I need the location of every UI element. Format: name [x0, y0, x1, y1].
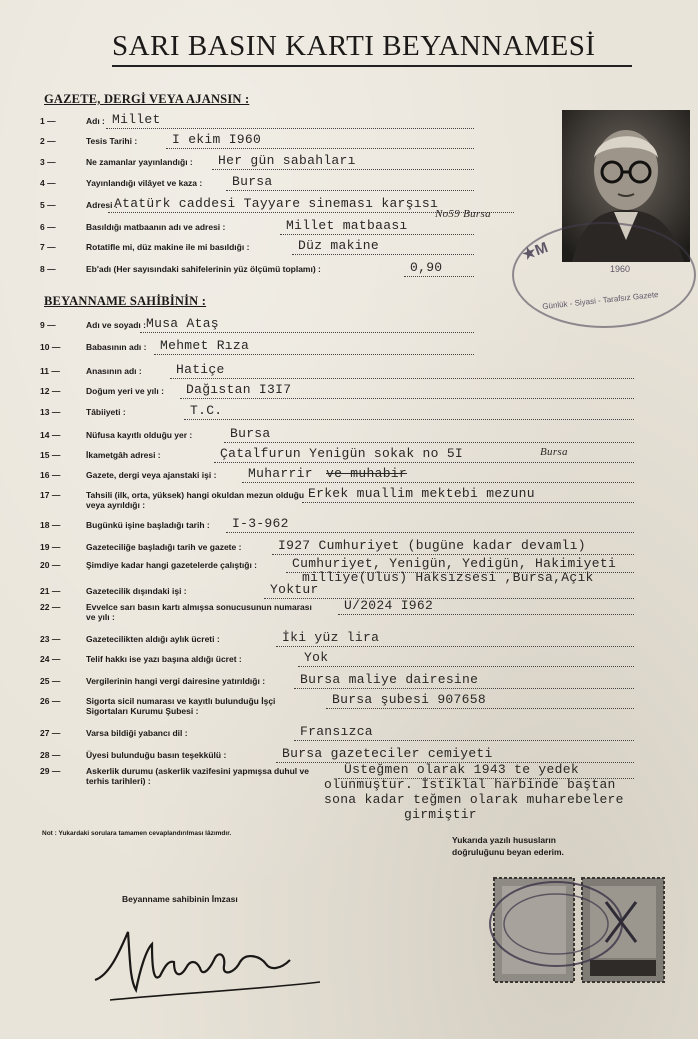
field-label: Vergilerinin hangi vergi dairesine yatırıldığı :: [86, 676, 266, 686]
field-value: Bursa: [232, 174, 273, 189]
section-heading-sahip: BEYANNAME SAHİBİNİN :: [44, 294, 207, 308]
field-dotted-line: [298, 666, 634, 667]
field-value-extra: girmiştir: [404, 807, 477, 822]
field-number: 13 —: [40, 407, 61, 417]
field-row-22: [40, 600, 690, 620]
field-value: Erkek muallim mektebi mezunu: [308, 486, 535, 501]
field-number: 17 —: [40, 490, 61, 500]
field-row-23: [40, 632, 690, 652]
field-value: Millet matbaası: [286, 218, 408, 233]
field-dotted-line: [294, 688, 634, 689]
field-label: Doğum yeri ve yılı :: [86, 386, 164, 396]
field-value: Üsteğmen olarak 1943 te yedek: [344, 762, 579, 777]
field-label: Tesis Tarihi :: [86, 136, 138, 146]
field-label: Şimdiye kadar hangi gazetelerde çalıştığı :: [86, 560, 258, 570]
photo-seal-stamp: ★M 1960 Günlük - Siyasi - Tarafsız Gazete: [512, 222, 696, 328]
footnote: Not : Yukardaki sorulara tamamen cevaplandırılması lâzımdır.: [42, 830, 232, 837]
field-value: Atatürk caddesi Tayyare sineması karşısı: [114, 196, 439, 211]
field-dotted-line: [294, 740, 634, 741]
field-row-17: [40, 488, 690, 508]
field-number: 28 —: [40, 750, 61, 760]
field-value-extra: milliye(Ulus) Haksızsesi ,Bursa,Açık: [302, 570, 594, 585]
field-dotted-line: [404, 276, 474, 277]
field-value: I-3-962: [232, 516, 289, 531]
field-label: Üyesi bulunduğu basın teşekkülü :: [86, 750, 227, 760]
field-label: Nüfusa kayıtlı olduğu yer :: [86, 430, 193, 440]
field-dotted-line: [224, 442, 634, 443]
field-label: Adı :: [86, 116, 105, 126]
field-dotted-line: [166, 148, 474, 149]
field-row-29: [40, 762, 690, 822]
field-dotted-line: [264, 598, 634, 599]
field-label: Telif hakkı ise yazı başına aldığı ücret :: [86, 654, 242, 664]
field-value: Bursa şubesi 907658: [332, 692, 486, 707]
field-number: 15 —: [40, 450, 61, 460]
field-dotted-line: [106, 128, 474, 129]
field-label: Gazetecilik dışındaki işi :: [86, 586, 187, 596]
field-value: Düz makine: [298, 238, 380, 253]
field-value: Cumhuriyet, Yenigün, Yedigün, Hakimiyeti: [292, 556, 617, 571]
field-label: Babasının adı :: [86, 342, 147, 352]
field-dotted-line: [170, 378, 634, 379]
field-number: 22 —: [40, 602, 61, 612]
field-row-16: [40, 468, 690, 488]
field-value: Muharrir: [248, 466, 313, 481]
field-value: Bursa gazeteciler cemiyeti: [282, 746, 493, 761]
field-number: 12 —: [40, 386, 61, 396]
field-number: 21 —: [40, 586, 61, 596]
field-number: 16 —: [40, 470, 61, 480]
field-number: 25 —: [40, 676, 61, 686]
field-number: 8 —: [40, 264, 56, 274]
field-row-14: [40, 428, 690, 448]
field-number: 26 —: [40, 696, 61, 706]
field-value-extra: No59 Bursa: [435, 208, 491, 220]
field-dotted-line: [292, 254, 474, 255]
field-value: Yok: [304, 650, 329, 665]
field-label: Eb'adı (Her sayısındaki sahifelerinin yüz ölçümü toplamı) :: [86, 264, 321, 274]
field-label: Adı ve soyadı :: [86, 320, 146, 330]
field-row-15: [40, 448, 690, 468]
field-label: Varsa bildiği yabancı dil :: [86, 728, 188, 738]
field-label: Tâbiiyeti :: [86, 407, 126, 417]
field-number: 1 —: [40, 116, 56, 126]
section-heading-gazete: GAZETE, DERGİ VEYA AJANSIN :: [44, 92, 250, 106]
field-number: 19 —: [40, 542, 61, 552]
field-label: Adresi :: [86, 200, 118, 210]
field-number: 24 —: [40, 654, 61, 664]
field-label: Ne zamanlar yayınlandığı :: [86, 157, 193, 167]
field-row-26: [40, 694, 690, 714]
field-number: 2 —: [40, 136, 56, 146]
field-label: Gazete, dergi veya ajanstaki işi :: [86, 470, 217, 480]
signature-label: Beyanname sahibinin İmzası: [122, 894, 238, 904]
field-number: 29 —: [40, 766, 61, 776]
field-row-10: [40, 340, 690, 360]
field-label: Askerlik durumu (askerlik vazifesini yapmışsa duhul ve terhis tarihleri) :: [86, 766, 309, 786]
field-dotted-line: [326, 708, 634, 709]
revenue-stamps: [486, 872, 672, 990]
field-value-extra: olunmuştur. İstiklal harbinde baştan: [324, 777, 616, 792]
field-row-13: [40, 405, 690, 425]
field-dotted-line: [280, 234, 474, 235]
field-value-extra: sona kadar teğmen olarak muharebelere: [324, 792, 624, 807]
field-number: 10 —: [40, 342, 61, 352]
field-value: Dağıstan I3I7: [186, 382, 292, 397]
field-number: 11 —: [40, 366, 60, 376]
field-number: 14 —: [40, 430, 61, 440]
field-label: Gazetecilikten aldığı aylık ücreti :: [86, 634, 220, 644]
field-value: I ekim I960: [172, 132, 262, 147]
declaration-text: [452, 834, 602, 858]
field-number: 7 —: [40, 242, 56, 252]
field-value: Her gün sabahları: [218, 153, 356, 168]
field-number: 6 —: [40, 222, 56, 232]
field-value: Yoktur: [270, 582, 319, 597]
field-dotted-line: [242, 482, 634, 483]
field-number: 3 —: [40, 157, 56, 167]
field-dotted-line: [180, 398, 634, 399]
field-value: U/2024 I962: [344, 598, 434, 613]
field-row-27: [40, 726, 690, 746]
field-label: Yayınlandığı vilâyet ve kaza :: [86, 178, 203, 188]
field-dotted-line: [154, 354, 474, 355]
field-dotted-line: [214, 462, 634, 463]
field-label: Basıldığı matbaanın adı ve adresi :: [86, 222, 226, 232]
field-value: T.C.: [190, 403, 223, 418]
page-title: SARI BASIN KARTI BEYANNAMESİ: [112, 30, 632, 67]
field-dotted-line: [212, 169, 474, 170]
field-dotted-line: [302, 502, 634, 503]
field-value-extra: ve muhabir: [326, 466, 408, 481]
field-label: Rotatifle mi, düz makine ile mi basıldığı :: [86, 242, 250, 252]
field-number: 9 —: [40, 320, 56, 330]
field-number: 18 —: [40, 520, 61, 530]
field-label: Gazeteciliğe başladığı tarih ve gazete :: [86, 542, 242, 552]
field-number: 5 —: [40, 200, 56, 210]
field-value: I927 Cumhuriyet (bugüne kadar devamlı): [278, 538, 586, 553]
field-value: Çatalfurun Yenigün sokak no 5I: [220, 446, 464, 461]
field-label: Evvelce sarı basın kartı almışsa sonucusunun numarası ve yılı :: [86, 602, 312, 622]
field-label: Sigorta sicil numarası ve kayıtlı bulunduğu İşçi Sigortaları Kurumu Şubesi :: [86, 696, 276, 716]
field-row-20: [40, 556, 690, 585]
field-number: 4 —: [40, 178, 56, 188]
field-value: Bursa maliye dairesine: [300, 672, 479, 687]
applicant-signature: [90, 920, 330, 1010]
field-row-11: [40, 364, 690, 384]
field-number: 20 —: [40, 560, 61, 570]
field-row-18: [40, 518, 690, 538]
field-number: 27 —: [40, 728, 61, 738]
field-label: Tahsili (ilk, orta, yüksek) hangi okuldan mezun olduğu veya ayrıldığı :: [86, 490, 305, 510]
field-dotted-line: [338, 614, 634, 615]
field-dotted-line: [272, 554, 634, 555]
field-value: İki yüz lira: [282, 630, 380, 645]
field-value: Fransızca: [300, 724, 373, 739]
field-value: Hatiçe: [176, 362, 225, 377]
field-row-24: [40, 652, 690, 672]
field-row-12: [40, 384, 690, 404]
field-dotted-line: [226, 532, 634, 533]
field-row-25: [40, 674, 690, 694]
field-value: Bursa: [230, 426, 271, 441]
field-number: 23 —: [40, 634, 61, 644]
field-label: İkametgâh adresi :: [86, 450, 161, 460]
field-value: Mehmet Rıza: [160, 338, 250, 353]
field-label: Bugünkü işine başladığı tarih :: [86, 520, 210, 530]
field-value: Millet: [112, 112, 161, 127]
field-value: Musa Ataş: [146, 316, 219, 331]
field-value-extra: Bursa: [540, 446, 568, 458]
field-dotted-line: [276, 646, 634, 647]
field-dotted-line: [140, 332, 474, 333]
field-dotted-line: [226, 190, 474, 191]
declaration-line: Yukarıda yazılı hususların doğruluğunu beyan ederim.: [452, 835, 564, 857]
field-label: Anasının adı :: [86, 366, 142, 376]
field-value: 0,90: [410, 260, 443, 275]
field-dotted-line: [184, 419, 634, 420]
